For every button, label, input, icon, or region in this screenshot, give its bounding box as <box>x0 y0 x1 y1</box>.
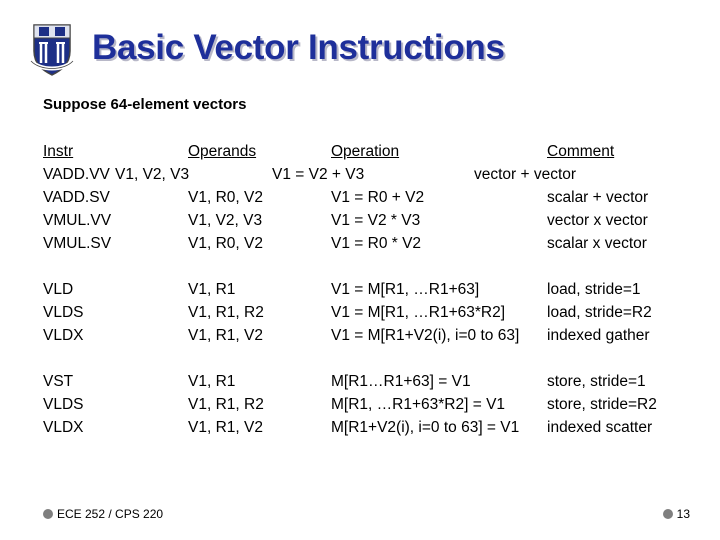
cell-comment: store, stride=R2 <box>547 396 657 413</box>
header-instr: Instr <box>43 143 74 160</box>
cell-operation: V1 = R0 + V2 <box>331 189 425 206</box>
cell-comment: vector + vector <box>474 166 577 183</box>
cell-comment: indexed scatter <box>547 419 653 436</box>
header-comment: Comment <box>547 143 615 160</box>
footer-page-text: 13 <box>676 507 690 521</box>
cell-operands: V1, V2, V3 <box>115 166 190 183</box>
table-row <box>0 235 720 255</box>
cell-instr: VLDX <box>43 327 84 344</box>
table-row <box>0 396 720 416</box>
cell-operands: V1, R1, R2 <box>188 304 264 321</box>
cell-instr: VST <box>43 373 74 390</box>
cell-operands: V1, R1, V2 <box>188 419 263 436</box>
cell-operation: M[R1, …R1+63*R2] = V1 <box>331 396 506 413</box>
cell-instr: VMUL.VV <box>43 212 112 229</box>
table-row <box>0 166 720 186</box>
table-row <box>0 304 720 324</box>
cell-instr: VADD.SV <box>43 189 110 206</box>
cell-operation: M[R1+V2(i), i=0 to 63] = V1 <box>331 419 520 436</box>
cell-operands: V1, R1, R2 <box>188 396 264 413</box>
cell-operands: V1, R0, V2 <box>188 235 263 252</box>
cell-instr: VLDS <box>43 304 84 321</box>
cell-comment: scalar + vector <box>547 189 649 206</box>
cell-comment: store, stride=1 <box>547 373 646 390</box>
cell-instr: VLDX <box>43 419 84 436</box>
bullet-dot-icon <box>43 509 53 519</box>
slide-title: Basic Vector Instructions <box>92 28 505 67</box>
cell-operands: V1, R1, V2 <box>188 327 263 344</box>
cell-operands: V1, R1 <box>188 281 236 298</box>
cell-operands: V1, R0, V2 <box>188 189 263 206</box>
cell-operation: V1 = V2 * V3 <box>331 212 421 229</box>
cell-operation: V1 = M[R1, …R1+63] <box>331 281 480 298</box>
cell-operation: V1 = M[R1, …R1+63*R2] <box>331 304 506 321</box>
bullet-dot-icon <box>663 509 673 519</box>
cell-operation: V1 = V2 + V3 <box>272 166 365 183</box>
cell-comment: load, stride=R2 <box>547 304 652 321</box>
table-row <box>0 419 720 439</box>
footer-course <box>43 507 163 521</box>
header-operands: Operands <box>188 143 257 160</box>
cell-operation: V1 = M[R1+V2(i), i=0 to 63] <box>331 327 520 344</box>
cell-comment: scalar x vector <box>547 235 647 252</box>
cell-operands: V1, R1 <box>188 373 236 390</box>
table-row <box>0 189 720 209</box>
cell-instr: VMUL.SV <box>43 235 112 252</box>
cell-comment: vector x vector <box>547 212 648 229</box>
cell-operands: V1, V2, V3 <box>188 212 263 229</box>
slide-subtitle: Suppose 64-element vectors <box>43 96 247 113</box>
footer-page-number <box>663 507 690 521</box>
table-header <box>0 143 720 163</box>
cell-instr: VADD.VV <box>43 166 110 183</box>
cell-instr: VLDS <box>43 396 84 413</box>
cell-instr: VLD <box>43 281 74 298</box>
table-row <box>0 281 720 301</box>
duke-shield-logo <box>30 21 74 77</box>
cell-comment: indexed gather <box>547 327 650 344</box>
table-row <box>0 373 720 393</box>
table-row <box>0 327 720 347</box>
cell-comment: load, stride=1 <box>547 281 641 298</box>
table-row <box>0 212 720 232</box>
footer-course-text: ECE 252 / CPS 220 <box>57 507 164 521</box>
cell-operation: V1 = R0 * V2 <box>331 235 422 252</box>
cell-operation: M[R1…R1+63] = V1 <box>331 373 471 390</box>
header-operation: Operation <box>331 143 400 160</box>
